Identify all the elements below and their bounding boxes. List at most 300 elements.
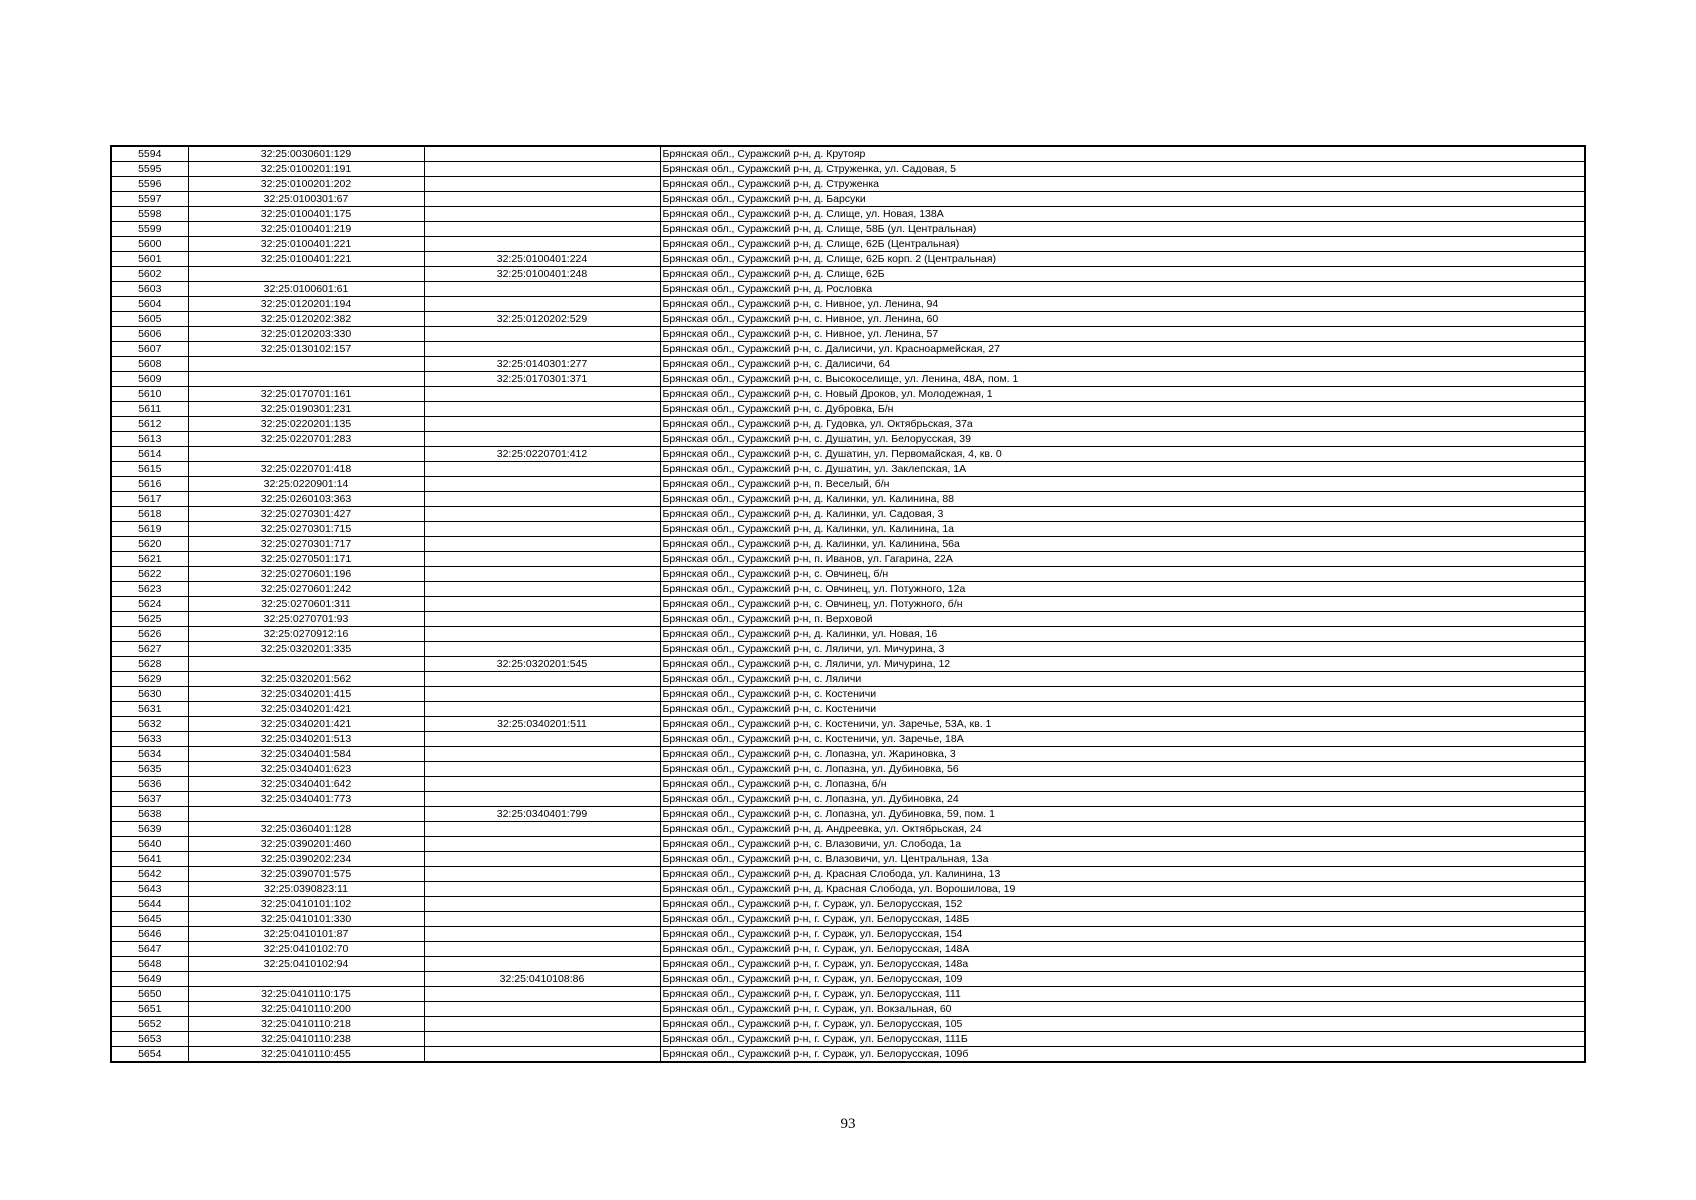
address-cell: Брянская обл., Суражский р-н, с. Дубровка, Б/н — [660, 402, 1585, 417]
address-cell: Брянская обл., Суражский р-н, с. Влазовичи, ул. Слобода, 1а — [660, 837, 1585, 852]
address-cell: Брянская обл., Суражский р-н, г. Сураж, ул. Белорусская, 111 — [660, 987, 1585, 1002]
row-number-cell: 5601 — [111, 252, 188, 267]
row-number-cell: 5623 — [111, 582, 188, 597]
row-number-cell: 5607 — [111, 342, 188, 357]
related-cadastral-number-cell: 32:25:0410108:86 — [424, 972, 660, 987]
cadastral-number-cell: 32:25:0270601:242 — [188, 582, 424, 597]
cadastral-number-cell: 32:25:0340401:773 — [188, 792, 424, 807]
related-cadastral-number-cell — [424, 477, 660, 492]
related-cadastral-number-cell — [424, 702, 660, 717]
row-number-cell: 5644 — [111, 897, 188, 912]
row-number-cell: 5654 — [111, 1047, 188, 1063]
related-cadastral-number-cell — [424, 417, 660, 432]
table-row — [111, 1047, 1585, 1063]
cadastral-number-cell: 32:25:0390202:234 — [188, 852, 424, 867]
related-cadastral-number-cell — [424, 537, 660, 552]
address-cell: Брянская обл., Суражский р-н, г. Сураж, ул. Белорусская, 109б — [660, 1047, 1585, 1063]
table-row — [111, 192, 1585, 207]
address-cell: Брянская обл., Суражский р-н, с. Душатин, ул. Первомайская, 4, кв. 0 — [660, 447, 1585, 462]
table-row — [111, 897, 1585, 912]
row-number-cell: 5596 — [111, 177, 188, 192]
cadastral-number-cell: 32:25:0270301:427 — [188, 507, 424, 522]
related-cadastral-number-cell — [424, 432, 660, 447]
related-cadastral-number-cell — [424, 402, 660, 417]
row-number-cell: 5651 — [111, 1002, 188, 1017]
related-cadastral-number-cell — [424, 1002, 660, 1017]
cadastral-number-cell: 32:25:0410101:102 — [188, 897, 424, 912]
related-cadastral-number-cell — [424, 852, 660, 867]
row-number-cell: 5597 — [111, 192, 188, 207]
address-cell: Брянская обл., Суражский р-н, с. Овчинец, ул. Потужного, 12а — [660, 582, 1585, 597]
address-cell: Брянская обл., Суражский р-н, д. Красная Слобода, ул. Калинина, 13 — [660, 867, 1585, 882]
address-cell: Брянская обл., Суражский р-н, с. Костеничи — [660, 702, 1585, 717]
table-row — [111, 867, 1585, 882]
cadastral-number-cell: 32:25:0260103:363 — [188, 492, 424, 507]
address-cell: Брянская обл., Суражский р-н, г. Сураж, ул. Белорусская, 111Б — [660, 1032, 1585, 1047]
address-cell: Брянская обл., Суражский р-н, г. Сураж, ул. Белорусская, 109 — [660, 972, 1585, 987]
address-cell: Брянская обл., Суражский р-н, с. Далисичи, 64 — [660, 357, 1585, 372]
row-number-cell: 5595 — [111, 162, 188, 177]
row-number-cell: 5640 — [111, 837, 188, 852]
address-cell: Брянская обл., Суражский р-н, г. Сураж, ул. Белорусская, 105 — [660, 1017, 1585, 1032]
address-cell: Брянская обл., Суражский р-н, д. Калинки, ул. Калинина, 1а — [660, 522, 1585, 537]
table-row — [111, 492, 1585, 507]
table-row — [111, 927, 1585, 942]
row-number-cell: 5625 — [111, 612, 188, 627]
address-cell: Брянская обл., Суражский р-н, г. Сураж, ул. Вокзальная, 60 — [660, 1002, 1585, 1017]
address-cell: Брянская обл., Суражский р-н, д. Слище, 58Б (ул. Центральная) — [660, 222, 1585, 237]
cadastral-number-cell: 32:25:0130102:157 — [188, 342, 424, 357]
table-row — [111, 237, 1585, 252]
related-cadastral-number-cell — [424, 207, 660, 222]
related-cadastral-number-cell — [424, 777, 660, 792]
row-number-cell: 5637 — [111, 792, 188, 807]
table-row — [111, 612, 1585, 627]
row-number-cell: 5652 — [111, 1017, 188, 1032]
related-cadastral-number-cell — [424, 297, 660, 312]
related-cadastral-number-cell — [424, 146, 660, 162]
address-cell: Брянская обл., Суражский р-н, с. Лопазна, ул. Дубиновка, 24 — [660, 792, 1585, 807]
row-number-cell: 5612 — [111, 417, 188, 432]
related-cadastral-number-cell: 32:25:0340401:799 — [424, 807, 660, 822]
cadastral-number-cell: 32:25:0410102:70 — [188, 942, 424, 957]
address-cell: Брянская обл., Суражский р-н, д. Гудовка, ул. Октябрьская, 37а — [660, 417, 1585, 432]
cadastral-number-cell — [188, 372, 424, 387]
table-row — [111, 507, 1585, 522]
row-number-cell: 5627 — [111, 642, 188, 657]
cadastral-number-cell: 32:25:0340201:415 — [188, 687, 424, 702]
related-cadastral-number-cell — [424, 837, 660, 852]
row-number-cell: 5598 — [111, 207, 188, 222]
address-cell: Брянская обл., Суражский р-н, с. Нивное, ул. Ленина, 60 — [660, 312, 1585, 327]
address-cell: Брянская обл., Суражский р-н, д. Барсуки — [660, 192, 1585, 207]
address-cell: Брянская обл., Суражский р-н, г. Сураж, ул. Белорусская, 148Б — [660, 912, 1585, 927]
table-row — [111, 177, 1585, 192]
cadastral-number-cell: 32:25:0340201:421 — [188, 717, 424, 732]
address-cell: Брянская обл., Суражский р-н, г. Сураж, ул. Белорусская, 154 — [660, 927, 1585, 942]
row-number-cell: 5635 — [111, 762, 188, 777]
address-cell: Брянская обл., Суражский р-н, с. Лопазна, б/н — [660, 777, 1585, 792]
table-row — [111, 837, 1585, 852]
address-cell: Брянская обл., Суражский р-н, с. Костеничи — [660, 687, 1585, 702]
row-number-cell: 5632 — [111, 717, 188, 732]
address-cell: Брянская обл., Суражский р-н, д. Струженка, ул. Садовая, 5 — [660, 162, 1585, 177]
table-row — [111, 342, 1585, 357]
cadastral-number-cell: 32:25:0100401:221 — [188, 252, 424, 267]
cadastral-number-cell — [188, 657, 424, 672]
address-cell: Брянская обл., Суражский р-н, п. Веселый, б/н — [660, 477, 1585, 492]
related-cadastral-number-cell — [424, 942, 660, 957]
table-row — [111, 792, 1585, 807]
related-cadastral-number-cell — [424, 507, 660, 522]
table-row — [111, 777, 1585, 792]
row-number-cell: 5606 — [111, 327, 188, 342]
row-number-cell: 5615 — [111, 462, 188, 477]
cadastral-number-cell: 32:25:0220201:135 — [188, 417, 424, 432]
row-number-cell: 5641 — [111, 852, 188, 867]
address-cell: Брянская обл., Суражский р-н, с. Лопазна, ул. Дубиновка, 56 — [660, 762, 1585, 777]
table-row — [111, 372, 1585, 387]
cadastral-number-cell: 32:25:0100401:221 — [188, 237, 424, 252]
table-row — [111, 687, 1585, 702]
row-number-cell: 5638 — [111, 807, 188, 822]
table-row — [111, 942, 1585, 957]
table-row — [111, 522, 1585, 537]
address-cell: Брянская обл., Суражский р-н, с. Ляличи, ул. Мичурина, 3 — [660, 642, 1585, 657]
table-row — [111, 762, 1585, 777]
related-cadastral-number-cell — [424, 192, 660, 207]
address-cell: Брянская обл., Суражский р-н, д. Красная Слобода, ул. Ворошилова, 19 — [660, 882, 1585, 897]
address-cell: Брянская обл., Суражский р-н, с. Лопазна, ул. Жариновка, 3 — [660, 747, 1585, 762]
row-number-cell: 5619 — [111, 522, 188, 537]
cadastral-number-cell: 32:25:0270301:717 — [188, 537, 424, 552]
cadastral-number-cell: 32:25:0390823:11 — [188, 882, 424, 897]
row-number-cell: 5603 — [111, 282, 188, 297]
cadastral-number-cell: 32:25:0390201:460 — [188, 837, 424, 852]
row-number-cell: 5594 — [111, 146, 188, 162]
table-row — [111, 807, 1585, 822]
related-cadastral-number-cell — [424, 627, 660, 642]
address-cell: Брянская обл., Суражский р-н, п. Верховой — [660, 612, 1585, 627]
row-number-cell: 5620 — [111, 537, 188, 552]
table-row — [111, 597, 1585, 612]
table-row — [111, 402, 1585, 417]
cadastral-number-cell: 32:25:0410101:87 — [188, 927, 424, 942]
cadastral-number-cell: 32:25:0320201:335 — [188, 642, 424, 657]
address-cell: Брянская обл., Суражский р-н, с. Костеничи, ул. Заречье, 53А, кв. 1 — [660, 717, 1585, 732]
cadastral-number-cell: 32:25:0360401:128 — [188, 822, 424, 837]
cadastral-number-cell: 32:25:0100601:61 — [188, 282, 424, 297]
related-cadastral-number-cell — [424, 792, 660, 807]
cadastral-number-cell: 32:25:0220901:14 — [188, 477, 424, 492]
table-row — [111, 312, 1585, 327]
table-row — [111, 462, 1585, 477]
address-cell: Брянская обл., Суражский р-н, г. Сураж, ул. Белорусская, 152 — [660, 897, 1585, 912]
related-cadastral-number-cell — [424, 342, 660, 357]
table-row — [111, 582, 1585, 597]
address-cell: Брянская обл., Суражский р-н, д. Калинки, ул. Калинина, 88 — [660, 492, 1585, 507]
related-cadastral-number-cell — [424, 1017, 660, 1032]
related-cadastral-number-cell: 32:25:0100401:224 — [424, 252, 660, 267]
row-number-cell: 5630 — [111, 687, 188, 702]
row-number-cell: 5610 — [111, 387, 188, 402]
table-row — [111, 972, 1585, 987]
table-row — [111, 1017, 1585, 1032]
related-cadastral-number-cell — [424, 927, 660, 942]
cadastral-number-cell: 32:25:0410110:175 — [188, 987, 424, 1002]
row-number-cell: 5604 — [111, 297, 188, 312]
cadastral-number-cell: 32:25:0100201:202 — [188, 177, 424, 192]
cadastral-number-cell: 32:25:0220701:418 — [188, 462, 424, 477]
table-row — [111, 417, 1585, 432]
table-row — [111, 282, 1585, 297]
address-cell: Брянская обл., Суражский р-н, д. Слище, 62Б корп. 2 (Центральная) — [660, 252, 1585, 267]
cadastral-number-cell: 32:25:0170701:161 — [188, 387, 424, 402]
row-number-cell: 5614 — [111, 447, 188, 462]
cadastral-number-cell: 32:25:0270701:93 — [188, 612, 424, 627]
cadastral-number-cell — [188, 357, 424, 372]
related-cadastral-number-cell — [424, 867, 660, 882]
table-row — [111, 852, 1585, 867]
address-cell: Брянская обл., Суражский р-н, д. Калинки, ул. Садовая, 3 — [660, 507, 1585, 522]
address-cell: Брянская обл., Суражский р-н, с. Лопазна, ул. Дубиновка, 59, пом. 1 — [660, 807, 1585, 822]
cadastral-number-cell — [188, 972, 424, 987]
address-cell: Брянская обл., Суражский р-н, с. Далисичи, ул. Красноармейская, 27 — [660, 342, 1585, 357]
related-cadastral-number-cell — [424, 882, 660, 897]
table-row — [111, 717, 1585, 732]
table-row — [111, 357, 1585, 372]
row-number-cell: 5624 — [111, 597, 188, 612]
address-cell: Брянская обл., Суражский р-н, д. Слище, 62Б — [660, 267, 1585, 282]
table-row — [111, 822, 1585, 837]
row-number-cell: 5621 — [111, 552, 188, 567]
table-row — [111, 567, 1585, 582]
cadastral-number-cell: 32:25:0120201:194 — [188, 297, 424, 312]
related-cadastral-number-cell — [424, 957, 660, 972]
related-cadastral-number-cell — [424, 897, 660, 912]
row-number-cell: 5639 — [111, 822, 188, 837]
related-cadastral-number-cell — [424, 567, 660, 582]
cadastral-number-cell: 32:25:0320201:562 — [188, 672, 424, 687]
address-cell: Брянская обл., Суражский р-н, с. Душатин, ул. Заклепская, 1А — [660, 462, 1585, 477]
address-cell: Брянская обл., Суражский р-н, с. Овчинец, б/н — [660, 567, 1585, 582]
cadastral-number-cell: 32:25:0270601:311 — [188, 597, 424, 612]
row-number-cell: 5626 — [111, 627, 188, 642]
row-number-cell: 5653 — [111, 1032, 188, 1047]
related-cadastral-number-cell: 32:25:0320201:545 — [424, 657, 660, 672]
related-cadastral-number-cell: 32:25:0340201:511 — [424, 717, 660, 732]
related-cadastral-number-cell — [424, 1032, 660, 1047]
cadastral-number-cell: 32:25:0120203:330 — [188, 327, 424, 342]
cadastral-number-cell — [188, 447, 424, 462]
row-number-cell: 5631 — [111, 702, 188, 717]
table-row — [111, 477, 1585, 492]
table-row — [111, 657, 1585, 672]
related-cadastral-number-cell — [424, 282, 660, 297]
address-cell: Брянская обл., Суражский р-н, с. Ляличи, ул. Мичурина, 12 — [660, 657, 1585, 672]
table-row — [111, 672, 1585, 687]
row-number-cell: 5629 — [111, 672, 188, 687]
row-number-cell: 5611 — [111, 402, 188, 417]
related-cadastral-number-cell — [424, 327, 660, 342]
related-cadastral-number-cell — [424, 612, 660, 627]
cadastral-number-cell: 32:25:0340401:642 — [188, 777, 424, 792]
row-number-cell: 5628 — [111, 657, 188, 672]
related-cadastral-number-cell — [424, 687, 660, 702]
table-row — [111, 447, 1585, 462]
cadastral-number-cell: 32:25:0340401:623 — [188, 762, 424, 777]
table-row — [111, 627, 1585, 642]
cadastral-number-cell: 32:25:0220701:283 — [188, 432, 424, 447]
table-body — [111, 146, 1585, 1062]
table-row — [111, 432, 1585, 447]
cadastral-number-cell — [188, 807, 424, 822]
row-number-cell: 5636 — [111, 777, 188, 792]
related-cadastral-number-cell — [424, 762, 660, 777]
address-cell: Брянская обл., Суражский р-н, д. Крутояр — [660, 146, 1585, 162]
related-cadastral-number-cell: 32:25:0220701:412 — [424, 447, 660, 462]
row-number-cell: 5645 — [111, 912, 188, 927]
cadastral-number-cell: 32:25:0100301:67 — [188, 192, 424, 207]
row-number-cell: 5602 — [111, 267, 188, 282]
page-number: 93 — [840, 1116, 856, 1132]
cadastral-number-cell: 32:25:0410110:200 — [188, 1002, 424, 1017]
related-cadastral-number-cell — [424, 597, 660, 612]
address-cell: Брянская обл., Суражский р-н, с. Душатин, ул. Белорусская, 39 — [660, 432, 1585, 447]
row-number-cell: 5600 — [111, 237, 188, 252]
cadastral-number-cell: 32:25:0270501:171 — [188, 552, 424, 567]
address-cell: Брянская обл., Суражский р-н, с. Высокоселище, ул. Ленина, 48А, пом. 1 — [660, 372, 1585, 387]
cadastral-number-cell: 32:25:0410102:94 — [188, 957, 424, 972]
cadastral-number-cell: 32:25:0270912:16 — [188, 627, 424, 642]
cadastral-number-cell: 32:25:0270301:715 — [188, 522, 424, 537]
related-cadastral-number-cell: 32:25:0140301:277 — [424, 357, 660, 372]
table-row — [111, 702, 1585, 717]
address-cell: Брянская обл., Суражский р-н, д. Слище, ул. Новая, 138А — [660, 207, 1585, 222]
row-number-cell: 5609 — [111, 372, 188, 387]
related-cadastral-number-cell — [424, 747, 660, 762]
cadastral-number-cell: 32:25:0340201:513 — [188, 732, 424, 747]
row-number-cell: 5617 — [111, 492, 188, 507]
row-number-cell: 5650 — [111, 987, 188, 1002]
table-row — [111, 747, 1585, 762]
cadastral-number-cell — [188, 267, 424, 282]
cadastral-number-cell: 32:25:0030601:129 — [188, 146, 424, 162]
address-cell: Брянская обл., Суражский р-н, п. Иванов, ул. Гагарина, 22А — [660, 552, 1585, 567]
address-cell: Брянская обл., Суражский р-н, д. Слище, 62Б (Центральная) — [660, 237, 1585, 252]
row-number-cell: 5613 — [111, 432, 188, 447]
table-row — [111, 1002, 1585, 1017]
address-cell: Брянская обл., Суражский р-н, с. Овчинец, ул. Потужного, б/н — [660, 597, 1585, 612]
row-number-cell: 5605 — [111, 312, 188, 327]
cadastral-number-cell: 32:25:0410110:238 — [188, 1032, 424, 1047]
cadastral-number-cell: 32:25:0410110:455 — [188, 1047, 424, 1063]
address-cell: Брянская обл., Суражский р-н, с. Костеничи, ул. Заречье, 18А — [660, 732, 1585, 747]
address-cell: Брянская обл., Суражский р-н, г. Сураж, ул. Белорусская, 148А — [660, 942, 1585, 957]
table-row — [111, 732, 1585, 747]
table-row — [111, 297, 1585, 312]
table-row — [111, 387, 1585, 402]
row-number-cell: 5608 — [111, 357, 188, 372]
address-cell: Брянская обл., Суражский р-н, д. Андреевка, ул. Октябрьская, 24 — [660, 822, 1585, 837]
address-cell: Брянская обл., Суражский р-н, с. Влазовичи, ул. Центральная, 13а — [660, 852, 1585, 867]
row-number-cell: 5643 — [111, 882, 188, 897]
related-cadastral-number-cell — [424, 642, 660, 657]
row-number-cell: 5642 — [111, 867, 188, 882]
table-row — [111, 267, 1585, 282]
cadastral-number-cell: 32:25:0340201:421 — [188, 702, 424, 717]
related-cadastral-number-cell — [424, 222, 660, 237]
row-number-cell: 5616 — [111, 477, 188, 492]
related-cadastral-number-cell: 32:25:0120202:529 — [424, 312, 660, 327]
table-row — [111, 146, 1585, 162]
row-number-cell: 5618 — [111, 507, 188, 522]
cadastral-number-cell: 32:25:0100401:219 — [188, 222, 424, 237]
row-number-cell: 5647 — [111, 942, 188, 957]
related-cadastral-number-cell — [424, 672, 660, 687]
related-cadastral-number-cell — [424, 177, 660, 192]
related-cadastral-number-cell — [424, 162, 660, 177]
related-cadastral-number-cell — [424, 732, 660, 747]
related-cadastral-number-cell — [424, 462, 660, 477]
table-row — [111, 252, 1585, 267]
cadastral-number-cell: 32:25:0190301:231 — [188, 402, 424, 417]
table-row — [111, 957, 1585, 972]
address-cell: Брянская обл., Суражский р-н, с. Нивное, ул. Ленина, 57 — [660, 327, 1585, 342]
related-cadastral-number-cell — [424, 387, 660, 402]
table-row — [111, 327, 1585, 342]
related-cadastral-number-cell: 32:25:0100401:248 — [424, 267, 660, 282]
related-cadastral-number-cell — [424, 1047, 660, 1063]
cadastral-number-cell: 32:25:0410101:330 — [188, 912, 424, 927]
table-row — [111, 1032, 1585, 1047]
table-row — [111, 987, 1585, 1002]
related-cadastral-number-cell — [424, 822, 660, 837]
cadastral-number-cell: 32:25:0100201:191 — [188, 162, 424, 177]
row-number-cell: 5649 — [111, 972, 188, 987]
related-cadastral-number-cell — [424, 987, 660, 1002]
address-cell: Брянская обл., Суражский р-н, с. Ляличи — [660, 672, 1585, 687]
row-number-cell: 5648 — [111, 957, 188, 972]
cadastral-number-cell: 32:25:0340401:584 — [188, 747, 424, 762]
related-cadastral-number-cell — [424, 582, 660, 597]
address-cell: Брянская обл., Суражский р-н, д. Рословка — [660, 282, 1585, 297]
table-row — [111, 882, 1585, 897]
address-cell: Брянская обл., Суражский р-н, д. Калинки, ул. Калинина, 56а — [660, 537, 1585, 552]
table-row — [111, 552, 1585, 567]
related-cadastral-number-cell — [424, 237, 660, 252]
address-cell: Брянская обл., Суражский р-н, д. Струженка — [660, 177, 1585, 192]
row-number-cell: 5622 — [111, 567, 188, 582]
table-row — [111, 222, 1585, 237]
address-cell: Брянская обл., Суражский р-н, с. Новый Дроков, ул. Молодежная, 1 — [660, 387, 1585, 402]
registry-table — [110, 145, 1586, 1063]
related-cadastral-number-cell — [424, 522, 660, 537]
cadastral-number-cell: 32:25:0390701:575 — [188, 867, 424, 882]
cadastral-number-cell: 32:25:0100401:175 — [188, 207, 424, 222]
address-cell: Брянская обл., Суражский р-н, г. Сураж, ул. Белорусская, 148а — [660, 957, 1585, 972]
row-number-cell: 5633 — [111, 732, 188, 747]
table-row — [111, 207, 1585, 222]
row-number-cell: 5599 — [111, 222, 188, 237]
row-number-cell: 5634 — [111, 747, 188, 762]
cadastral-number-cell: 32:25:0120202:382 — [188, 312, 424, 327]
cadastral-number-cell: 32:25:0270601:196 — [188, 567, 424, 582]
related-cadastral-number-cell — [424, 552, 660, 567]
table-row — [111, 642, 1585, 657]
related-cadastral-number-cell — [424, 492, 660, 507]
related-cadastral-number-cell — [424, 912, 660, 927]
